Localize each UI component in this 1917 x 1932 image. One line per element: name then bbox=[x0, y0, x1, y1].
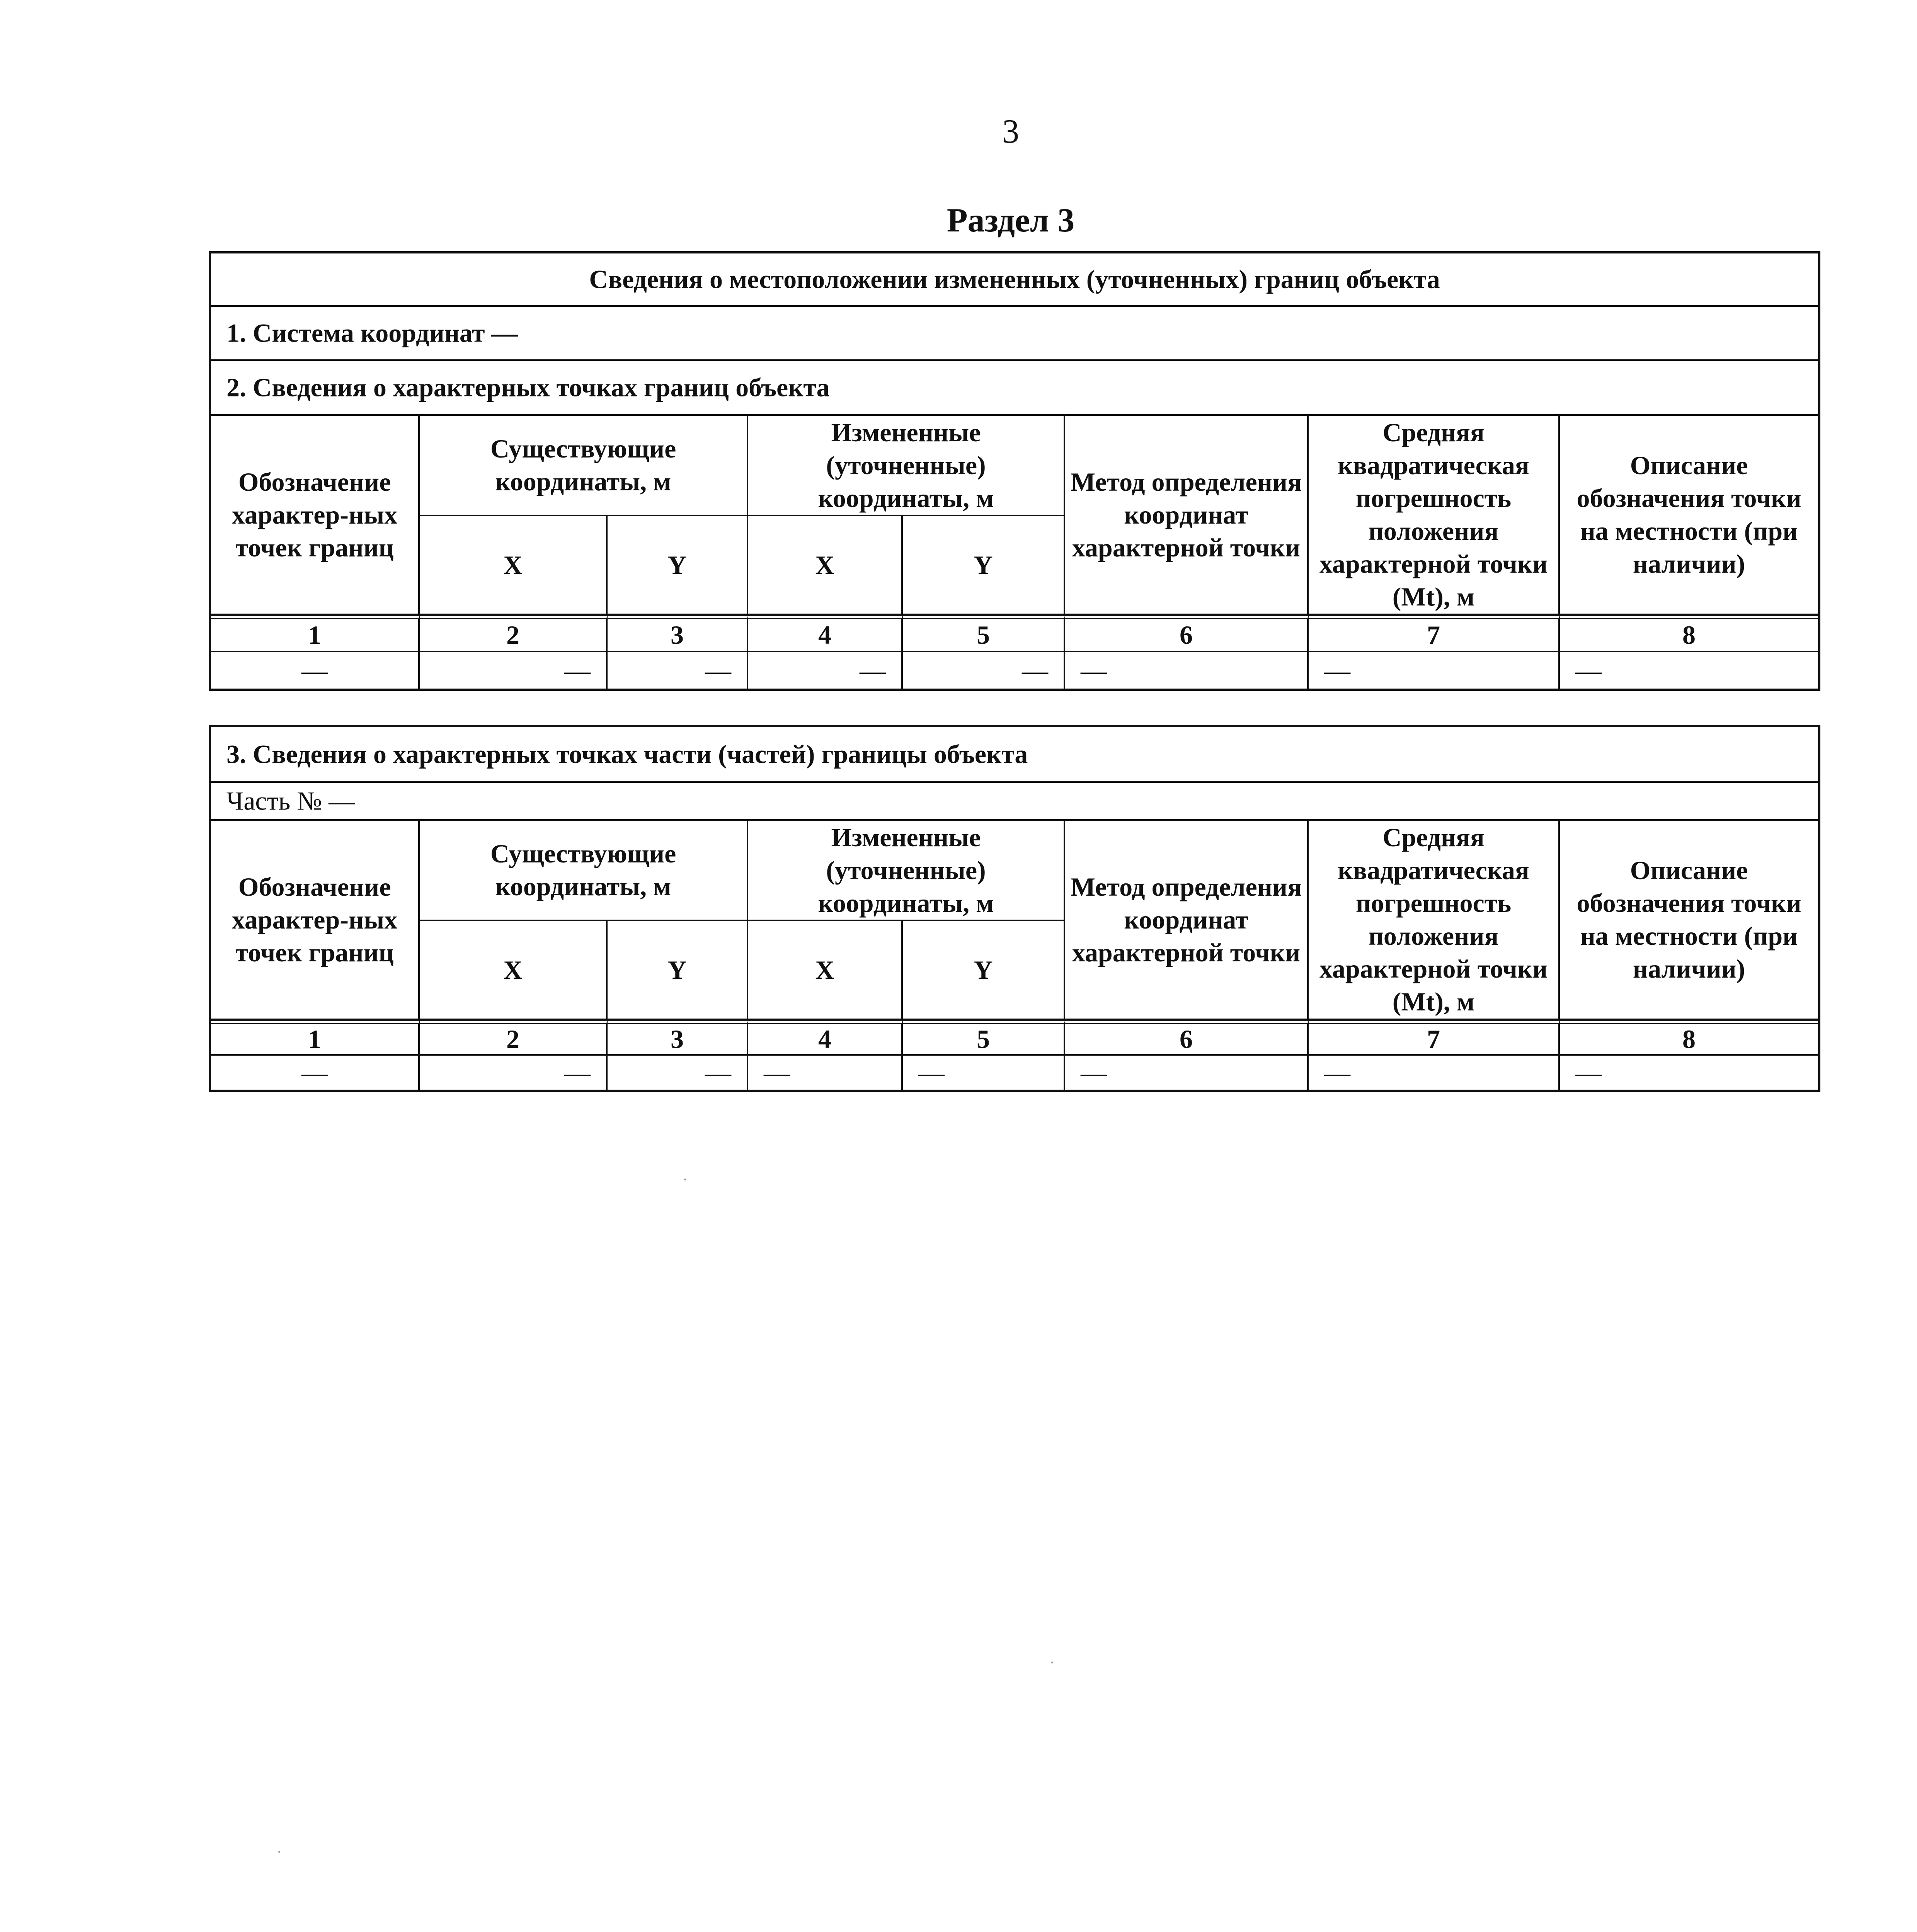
table-cell: — bbox=[1575, 655, 1602, 685]
header-designation: Обозначение характер-ных точек границ bbox=[211, 819, 420, 1020]
coordinate-system-label: 1. Система координат — bbox=[226, 318, 518, 348]
parts-grid bbox=[211, 819, 1818, 1090]
table-cell: — bbox=[608, 652, 748, 689]
column-number: 7 bbox=[1309, 615, 1560, 652]
header-existing-coordinates: Существующие координаты, м bbox=[420, 414, 748, 516]
boundary-location-table bbox=[209, 251, 1820, 691]
header-mean-error: Средняя квадратическая погрешность положения характерной точки (Mt), м bbox=[1309, 819, 1560, 1020]
scan-speck bbox=[684, 1179, 686, 1180]
column-number: 4 bbox=[748, 615, 903, 652]
header-existing-x: X bbox=[420, 516, 608, 615]
header-changed-y: Y bbox=[903, 516, 1065, 615]
column-number: 8 bbox=[1560, 615, 1818, 652]
header-existing-y: Y bbox=[608, 516, 748, 615]
table-title-row bbox=[211, 253, 1818, 307]
page-number: 3 bbox=[1002, 113, 1019, 150]
table-cell: — bbox=[748, 1056, 903, 1090]
header-existing-x: X bbox=[420, 921, 608, 1020]
parts-heading-row bbox=[211, 727, 1818, 783]
header-existing-y: Y bbox=[608, 921, 748, 1020]
boundary-parts-table bbox=[209, 725, 1820, 1092]
table-cell: — bbox=[903, 652, 1065, 689]
table-cell: — bbox=[608, 1056, 748, 1090]
column-number: 5 bbox=[903, 1020, 1065, 1056]
points-heading: 2. Сведения о характерных точках границ объекта bbox=[226, 372, 830, 402]
column-number: 7 bbox=[1309, 1020, 1560, 1056]
table-cell: — bbox=[1309, 1056, 1560, 1090]
part-number-label: Часть № — bbox=[226, 786, 355, 816]
points-grid bbox=[211, 414, 1818, 689]
table-cell: — bbox=[211, 1056, 420, 1090]
part-number-row bbox=[211, 783, 1818, 819]
header-changed-y: Y bbox=[903, 921, 1065, 1020]
column-number: 3 bbox=[608, 1020, 748, 1056]
header-description: Описание обозначения точки на местности (при наличии) bbox=[1560, 819, 1818, 1020]
header-description: Описание обозначения точки на местности (при наличии) bbox=[1560, 414, 1818, 615]
table-cell: — bbox=[1065, 652, 1309, 689]
table-cell: — bbox=[420, 652, 608, 689]
table-cell: — bbox=[420, 1056, 608, 1090]
scan-speck bbox=[278, 1851, 280, 1853]
table-cell: — bbox=[211, 652, 420, 689]
table-cell: — bbox=[903, 1056, 1065, 1090]
table-cell: — bbox=[1309, 652, 1560, 689]
column-number: 1 bbox=[211, 615, 420, 652]
section-title: Раздел 3 bbox=[947, 202, 1075, 239]
scan-speck bbox=[1051, 1662, 1053, 1663]
header-changed-coordinates: Измененные (уточненные) координаты, м bbox=[748, 414, 1065, 516]
column-number: 3 bbox=[608, 615, 748, 652]
header-designation: Обозначение характер-ных точек границ bbox=[211, 414, 420, 615]
column-number: 8 bbox=[1560, 1020, 1818, 1056]
header-changed-x: X bbox=[748, 921, 903, 1020]
parts-heading: 3. Сведения о характерных точках части (частей) границы объекта bbox=[226, 739, 1028, 769]
column-number: 2 bbox=[420, 1020, 608, 1056]
column-number: 4 bbox=[748, 1020, 903, 1056]
header-method: Метод определения координат характерной точки bbox=[1065, 819, 1309, 1020]
column-number: 6 bbox=[1065, 1020, 1309, 1056]
points-heading-row bbox=[211, 361, 1818, 414]
coordinate-system-row bbox=[211, 307, 1818, 361]
header-changed-x: X bbox=[748, 516, 903, 615]
header-existing-coordinates: Существующие координаты, м bbox=[420, 819, 748, 921]
column-number: 2 bbox=[420, 615, 608, 652]
table-cell: — bbox=[1065, 1056, 1309, 1090]
table-title: Сведения о местоположении измененных (уточненных) границ объекта bbox=[589, 264, 1440, 294]
table-cell: — bbox=[748, 652, 903, 689]
header-mean-error: Средняя квадратическая погрешность положения характерной точки (Mt), м bbox=[1309, 414, 1560, 615]
header-method: Метод определения координат характерной точки bbox=[1065, 414, 1309, 615]
table-cell: — bbox=[1575, 1058, 1602, 1087]
column-number: 5 bbox=[903, 615, 1065, 652]
column-number: 6 bbox=[1065, 615, 1309, 652]
column-number: 1 bbox=[211, 1020, 420, 1056]
header-changed-coordinates: Измененные (уточненные) координаты, м bbox=[748, 819, 1065, 921]
